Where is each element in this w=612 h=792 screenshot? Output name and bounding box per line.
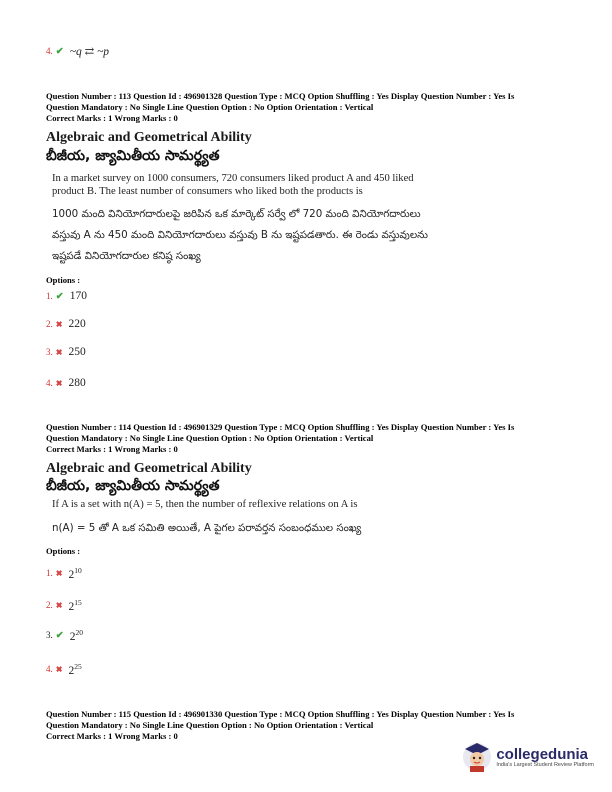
cross-icon: ✖ <box>55 319 63 329</box>
option-value: $2^{25}$ <box>68 662 82 677</box>
options-label: Options : <box>46 275 81 285</box>
option-3[interactable] <box>46 346 86 358</box>
option-number: 1. <box>46 568 53 579</box>
prev-option-4 <box>46 44 109 58</box>
options-label: Options : <box>46 546 81 556</box>
section-title-en: Algebraic and Geometrical Ability <box>46 461 252 476</box>
question-text-te: n(A) = 5 తో A ఒక సమితి అయితే, A పైగల పరావర్తన సంబంధముల సంఖ్య <box>52 522 362 534</box>
option-value: $2^{10}$ <box>68 566 82 581</box>
question-text-te-1: 1000 మంది వినియోగదారులపై జరిపిన ఒక మార్కెట్ సర్వే లో 720 మంది వినియోగదారులు <box>52 208 421 220</box>
question-text-te-2: వస్తువు A ను 450 మంది వినియోగదారులు వస్తువు B ను ఇష్టపడతారు. ఈ రెండు వస్తువులను <box>52 229 428 241</box>
option-number: 2. <box>46 319 53 329</box>
student-mascot-icon <box>461 740 493 774</box>
question-text-en: In a market survey on 1000 consumers, 720 consumers liked product A and 450 liked product B. The least number of consumers who liked both the products is <box>52 173 414 197</box>
collegedunia-logo[interactable] <box>461 740 594 774</box>
option-value: 250 <box>68 346 86 358</box>
option-value: ~q ⇄ ~p <box>69 46 110 58</box>
cross-icon: ✖ <box>55 378 63 388</box>
cross-icon: ✖ <box>55 600 63 610</box>
section-title-te: బీజీయ, జ్యామితీయ సామర్థ్యత <box>46 148 220 164</box>
check-icon: ✔ <box>55 630 64 641</box>
option-4[interactable] <box>46 662 82 677</box>
option-value: 280 <box>68 377 86 389</box>
cross-icon: ✖ <box>55 568 63 578</box>
option-3[interactable] <box>46 628 83 643</box>
question-text-te-3: ఇష్టపడే వినియోగదారుల కనిష్ఠ సంఖ్య <box>52 250 201 262</box>
question-114-meta: Question Number : 114 Question Id : 496901329 Question Type : MCQ Option Shuffling : Yes Display Question Number : Yes Is Question Mandatory : No Single Line Question Option : No Option Orientation : Vertical Correct Marks : 1 Wrong Marks : 0 <box>46 422 515 454</box>
cross-icon: ✖ <box>55 664 63 674</box>
option-value: $2^{15}$ <box>68 598 82 613</box>
option-2[interactable] <box>46 318 86 330</box>
logo-name: collegedunia <box>496 746 589 763</box>
section-title-en: Algebraic and Geometrical Ability <box>46 130 252 145</box>
question-113-meta: Question Number : 113 Question Id : 496901328 Question Type : MCQ Option Shuffling : Yes Display Question Number : Yes Is Question Mandatory : No Single Line Question Option : No Option Orientation : Vertical Correct Marks : 1 Wrong Marks : 0 <box>46 91 515 123</box>
option-number: 4. <box>46 46 53 56</box>
option-value: 170 <box>69 290 87 302</box>
option-2[interactable] <box>46 598 82 613</box>
option-1[interactable] <box>46 566 82 581</box>
section-title-te: బీజీయ, జ్యామితీయ సామర్థ్యత <box>46 478 220 494</box>
option-number: 3. <box>46 347 53 357</box>
option-4[interactable] <box>46 377 86 389</box>
logo-tagline: India's Largest Student Review Platform <box>496 762 594 768</box>
cross-icon: ✖ <box>55 347 63 357</box>
check-icon: ✔ <box>55 46 64 57</box>
option-value: 220 <box>68 318 86 330</box>
option-number: 1. <box>46 291 53 301</box>
option-number: 3. <box>46 630 53 641</box>
option-1[interactable] <box>46 290 87 302</box>
option-number: 4. <box>46 378 53 388</box>
question-text-en: If A is a set with n(A) = 5, then the number of reflexive relations on A is <box>52 499 358 510</box>
question-115-meta: Question Number : 115 Question Id : 496901330 Question Type : MCQ Option Shuffling : Yes Display Question Number : Yes Is Question Mandatory : No Single Line Question Option : No Option Orientation : Vertical Correct Marks : 1 Wrong Marks : 0 <box>46 709 515 741</box>
option-value: $2^{20}$ <box>69 628 83 643</box>
option-number: 4. <box>46 664 53 675</box>
option-number: 2. <box>46 600 53 611</box>
check-icon: ✔ <box>55 291 64 302</box>
